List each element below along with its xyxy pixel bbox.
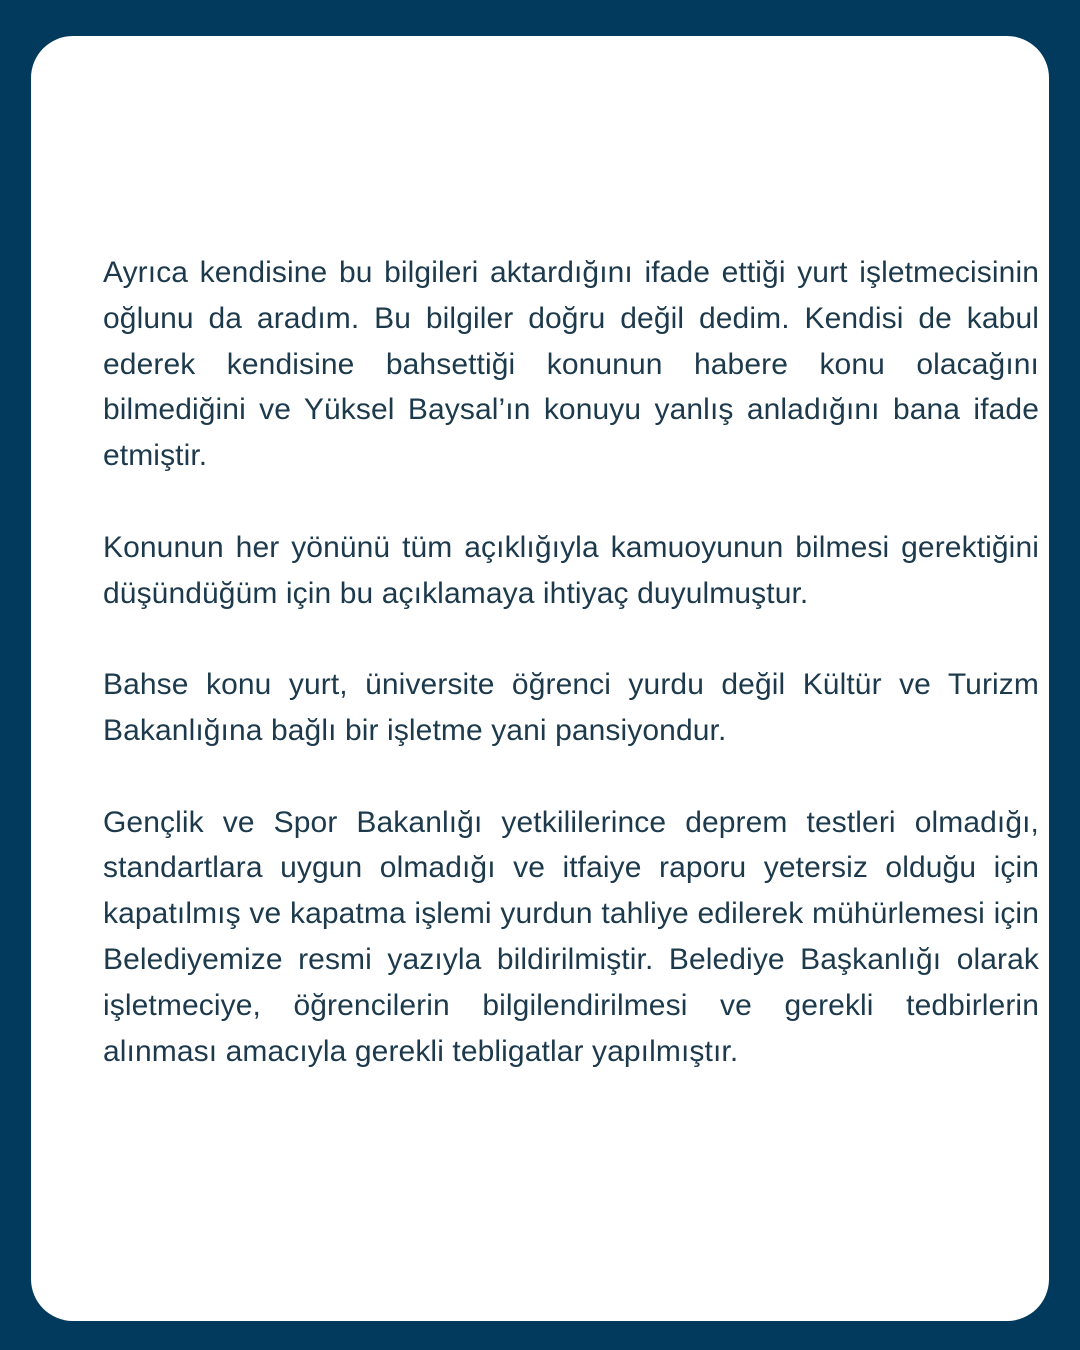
paragraph-dormitory-status: Bahse konu yurt, üniversite öğrenci yurdu değil Kültür ve Turizm Bakanlığına bağlı bir işletme yani pansiyondur. bbox=[103, 668, 1039, 747]
paragraph-call-to-operator-son: Ayrıca kendisine bu bilgileri aktardığını ifade ettiği yurt işletmecisinin oğlunu da aradım. Bu bilgiler doğru değil dedim. Kendisi de kabul ederek kendisine bahsettiği konunun habere konu olacağını bilmediğini ve Yüksel Baysal’ın konuyu yanlış anladığını bana ifade etmiştir. bbox=[103, 256, 1039, 473]
statement-body bbox=[103, 250, 1039, 1074]
statement-card bbox=[31, 36, 1049, 1321]
paragraph-closure-details: Gençlik ve Spor Bakanlığı yetkililerince deprem testleri olmadığı, standartlara uygun olmadığı ve itfaiye raporu yetersiz olduğu için kapatılmış ve kapatma işlemi yurdun tahliye edilerek mühürlemesi için Belediyemize resmi yazıyla bildirilmiştir. Belediye Başkanlığı olarak işletmeciye, öğrencilerin bilgilendirilmesi ve gerekli tedbirlerin alınması amacıyla gerekli tebligatlar yapılmıştır. bbox=[103, 805, 1039, 1068]
paragraph-reason-for-statement: Konunun her yönünü tüm açıklığıyla kamuoyunun bilmesi gerektiğini düşündüğüm için bu açıklamaya ihtiyaç duyulmuştur. bbox=[103, 530, 1039, 610]
